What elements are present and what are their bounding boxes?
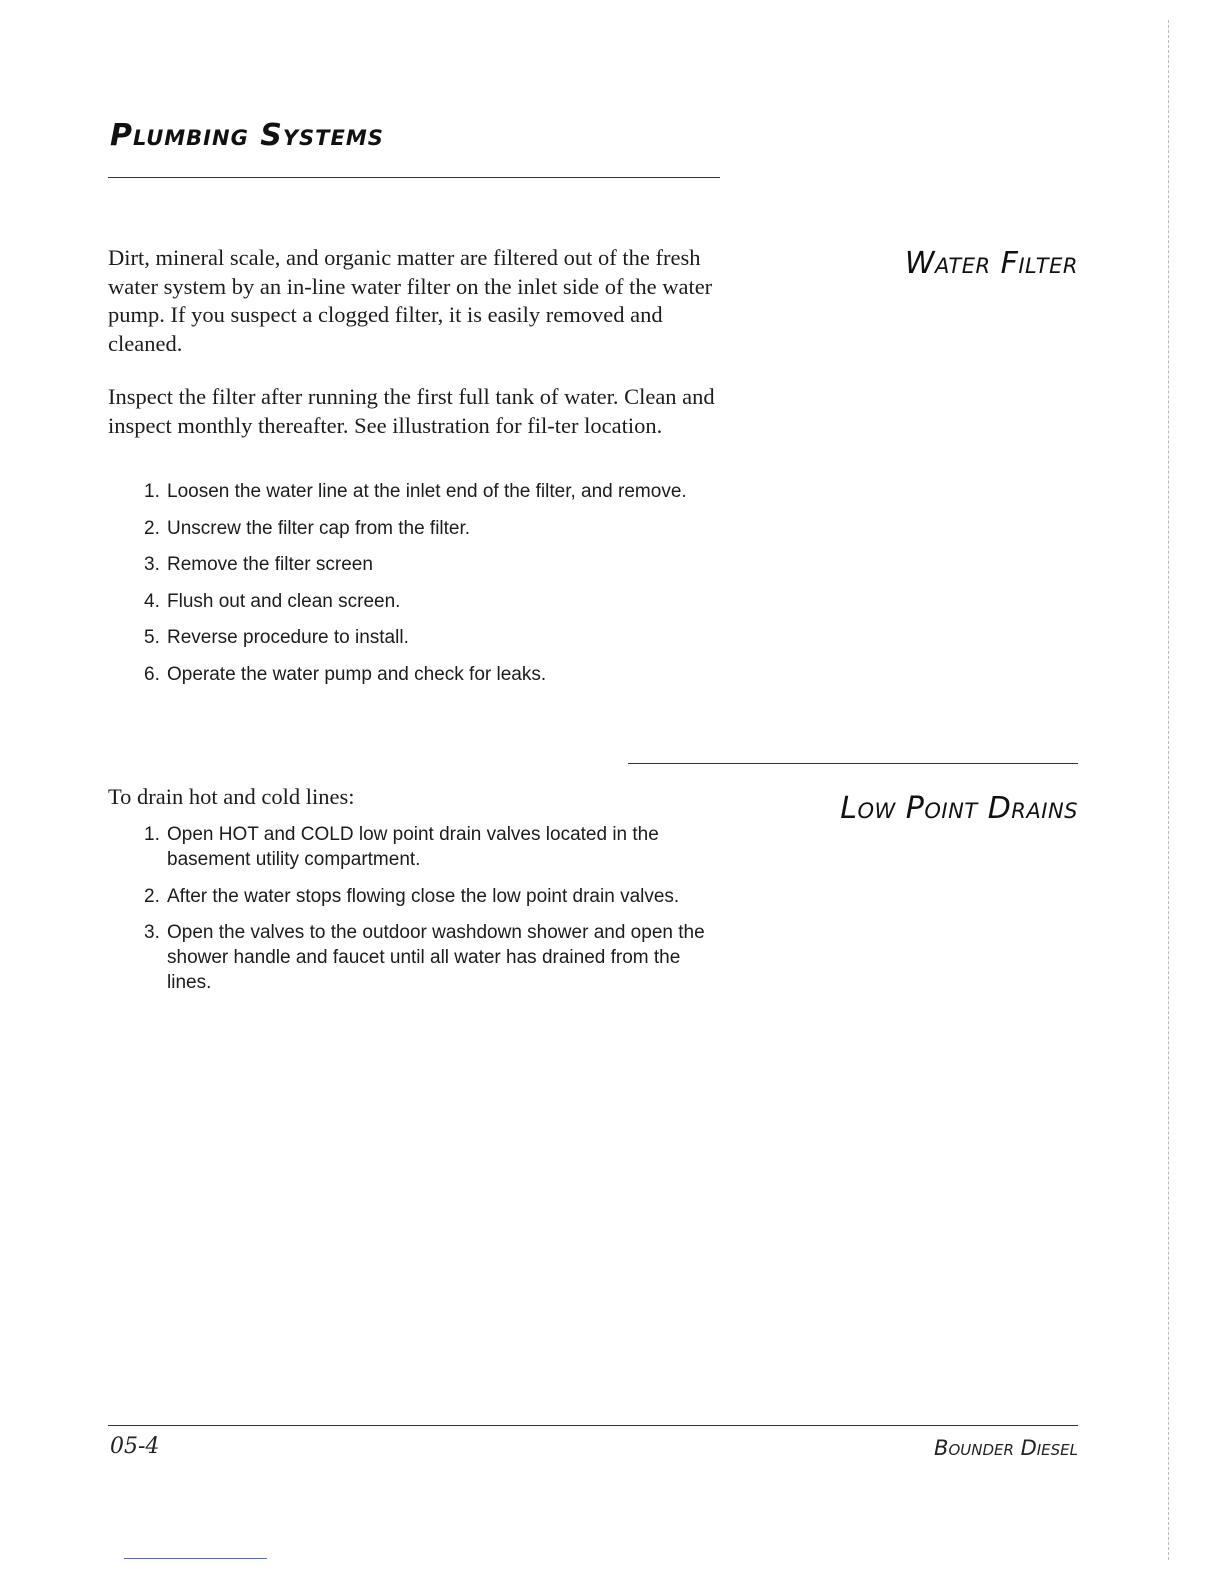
section-divider [628,763,1078,764]
page-number: 05-4 [110,1434,160,1459]
step-number: 2. [144,885,160,907]
step-number: 5. [144,627,160,648]
list-item [144,625,724,650]
step-text: Open the valves to the outdoor washdown shower and open the shower handle and faucet until all water has drained from the lines. [167,922,705,993]
step-text: Remove the filter screen [167,554,373,575]
step-number: 3. [144,922,160,943]
list-item [144,479,724,504]
list-item [144,552,724,577]
step-number: 3. [144,554,160,575]
list-item [144,589,724,614]
scan-edge-line [1168,20,1169,1560]
step-text: Open HOT and COLD low point drain valves located in the basement utility compartment. [167,824,659,870]
low-point-drains-steps [144,822,724,1007]
header-divider [108,177,720,178]
step-text: After the water stops flowing close the low point drain valves. [167,885,680,907]
list-item [144,662,724,687]
bottom-underline-mark [124,1558,267,1559]
step-number: 1. [144,824,160,845]
step-number: 2. [144,517,160,539]
step-number: 4. [144,590,160,612]
book-title: Bounder Diesel [934,1436,1078,1460]
list-item [144,516,724,541]
step-text: Reverse procedure to install. [167,627,409,648]
water-filter-inspect-paragraph: Inspect the filter after running the first full tank of water. Clean and inspect monthly thereafter. See illustration for fil-ter location. [108,384,715,438]
step-number: 6. [144,663,160,685]
list-item [144,822,724,872]
low-point-drains-intro: To drain hot and cold lines: [108,784,355,809]
step-number: 1. [144,481,160,502]
list-item [144,920,724,995]
footer-divider [108,1425,1078,1426]
step-text: Operate the water pump and check for leaks. [167,663,547,685]
step-text: Loosen the water line at the inlet end of the filter, and remove. [167,481,687,502]
step-text: Flush out and clean screen. [167,590,401,612]
water-filter-heading: Water Filter [904,246,1078,281]
water-filter-steps [144,479,724,698]
water-filter-intro-paragraph: Dirt, mineral scale, and organic matter are filtered out of the fresh water system by an in-line water filter on the inlet side of the water pump. If you suspect a clogged filter, it is easily removed and cleaned. [108,245,713,356]
page-title: Plumbing Systems [110,118,384,153]
step-text: Unscrew the filter cap from the filter. [167,517,471,539]
list-item [144,884,724,909]
low-point-drains-heading: Low Point Drains [840,791,1078,826]
